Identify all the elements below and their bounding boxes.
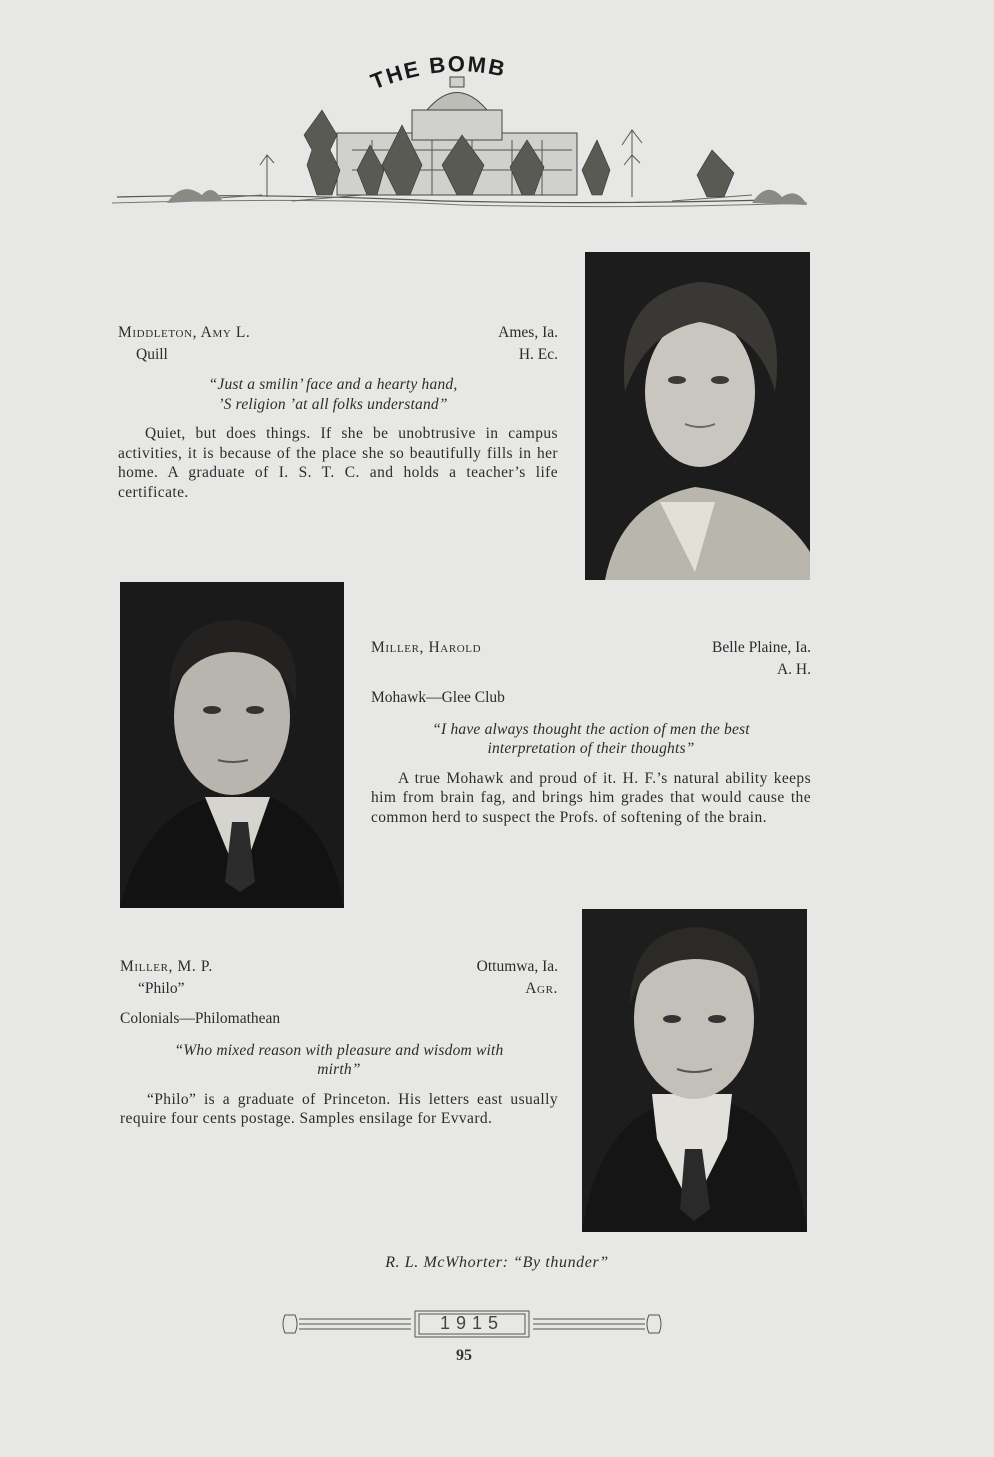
- club: Mohawk—Glee Club: [371, 689, 505, 706]
- portrait-photo-harold-miller: [120, 582, 344, 908]
- student-name: Middleton, Amy L.: [118, 324, 251, 341]
- portrait-photo-middleton: [585, 252, 810, 580]
- bio: A true Mohawk and proud of it. H. F.’s natural ability keeps him from brain fag, and brings him grades that would cause the common herd to suspect the Profs. of softening of the brain.: [371, 769, 811, 826]
- quote-line-2: mirth”: [317, 1061, 361, 1078]
- quote-line-1: “I have always thought the action of men the best: [432, 720, 750, 738]
- student-name: Miller, Harold: [371, 639, 482, 656]
- bio: “Philo” is a graduate of Princeton. His letters east usually require four cents postage. Samples ensilage for Evvard.: [120, 1090, 558, 1127]
- hometown: Ottumwa, Ia.: [476, 958, 558, 975]
- campus-illustration: [112, 55, 812, 215]
- division: Agr.: [525, 980, 558, 997]
- student-name: Miller, M. P.: [120, 958, 213, 975]
- page-number: 95: [456, 1347, 472, 1364]
- hometown: Belle Plaine, Ia.: [712, 639, 811, 656]
- division: H. Ec.: [518, 346, 558, 363]
- entry-harold-miller: [371, 638, 811, 827]
- quote-line-2: ’S religion ’at all folks understand”: [218, 395, 448, 413]
- quote-line-2: interpretation of their thoughts”: [487, 740, 695, 757]
- entry-mp-miller: [120, 957, 558, 1129]
- header-banner: [112, 55, 812, 215]
- club: Colonials—Philomathean: [120, 1010, 281, 1027]
- footer-quote: R. L. McWhorter: “By thunder”: [385, 1254, 609, 1271]
- banner-title: THE BOMB: [367, 55, 509, 95]
- hometown: Ames, Ia.: [498, 324, 558, 341]
- division: A. H.: [776, 661, 811, 678]
- nickname: “Philo”: [138, 980, 185, 997]
- club: Quill: [136, 346, 168, 363]
- entry-middleton: [118, 323, 558, 502]
- year-banner: [281, 1309, 663, 1339]
- bio: Quiet, but does things. If she be unobtrusive in campus activities, it is because of the place she so beautifully fills in her home. A graduate of I. S. T. C. and holds a teacher’s life certificate.: [118, 425, 558, 501]
- year-label: 1915: [439, 1313, 505, 1333]
- portrait-photo-mp-miller: [582, 909, 807, 1232]
- quote-line-1: “Who mixed reason with pleasure and wisdom with: [174, 1041, 504, 1059]
- quote-line-1: “Just a smilin’ face and a hearty hand,: [208, 376, 458, 393]
